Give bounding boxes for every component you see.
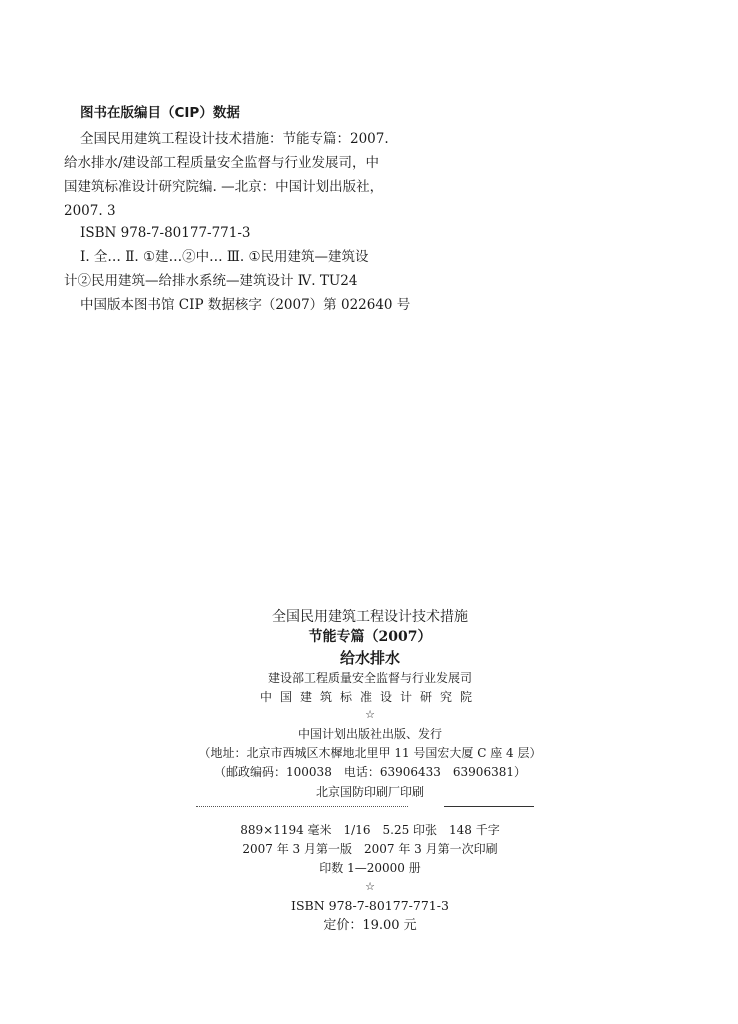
cip-line: 全国民用建筑工程设计技术措施：节能专篇：2007. <box>80 131 389 147</box>
publisher-address: （地址：北京市西城区木樨地北里甲 11 号国宏大厦 C 座 4 层） <box>198 746 542 760</box>
print-run: 印数 1—20000 册 <box>319 861 421 875</box>
cip-heading: 图书在版编目（CIP）数据 <box>80 105 240 121</box>
format-spec: 889×1194 毫米 1/16 5.25 印张 148 千字 <box>240 823 500 837</box>
edition-dates: 2007 年 3 月第一版 2007 年 3 月第一次印刷 <box>242 842 498 856</box>
isbn-line: ISBN 978-7-80177-771-3 <box>291 898 449 913</box>
cip-record-number: 中国版本图书馆 CIP 数据核字（2007）第 022640 号 <box>80 297 411 313</box>
price-line: 定价：19.00 元 <box>323 918 417 933</box>
book-title: 全国民用建筑工程设计技术措施 <box>272 609 468 625</box>
cip-classification-line: Ⅰ. 全… Ⅱ. ①建…②中… Ⅲ. ①民用建筑—建筑设 <box>80 249 369 265</box>
editor-organization: 建设部工程质量安全监督与行业发展司 <box>267 671 472 685</box>
book-volume: 给水排水 <box>339 649 400 667</box>
book-subtitle: 节能专篇（2007） <box>308 629 432 645</box>
publisher-contact: （邮政编码：100038 电话：63906433 63906381） <box>214 765 526 779</box>
cip-isbn-line: ISBN 978-7-80177-771-3 <box>80 225 251 241</box>
divider-rule-right <box>444 806 534 807</box>
cip-classification-line: 计②民用建筑—给排水系统—建筑设计 Ⅳ. TU24 <box>64 273 358 289</box>
star-divider-icon: ☆ <box>365 880 375 893</box>
editor-institute: 中国建筑标准设计研究院 <box>259 690 480 704</box>
star-divider-icon: ☆ <box>365 708 375 721</box>
printer-line: 北京国防印刷厂印刷 <box>315 785 424 799</box>
divider-rule-left <box>196 806 408 807</box>
cip-line: 国建筑标准设计研究院编. —北京：中国计划出版社， <box>64 179 384 195</box>
cip-line: 给水排水/建设部工程质量安全监督与行业发展司，中 <box>64 155 380 171</box>
cip-line: 2007. 3 <box>64 203 116 219</box>
publisher-line: 中国计划出版社出版、发行 <box>297 727 442 741</box>
